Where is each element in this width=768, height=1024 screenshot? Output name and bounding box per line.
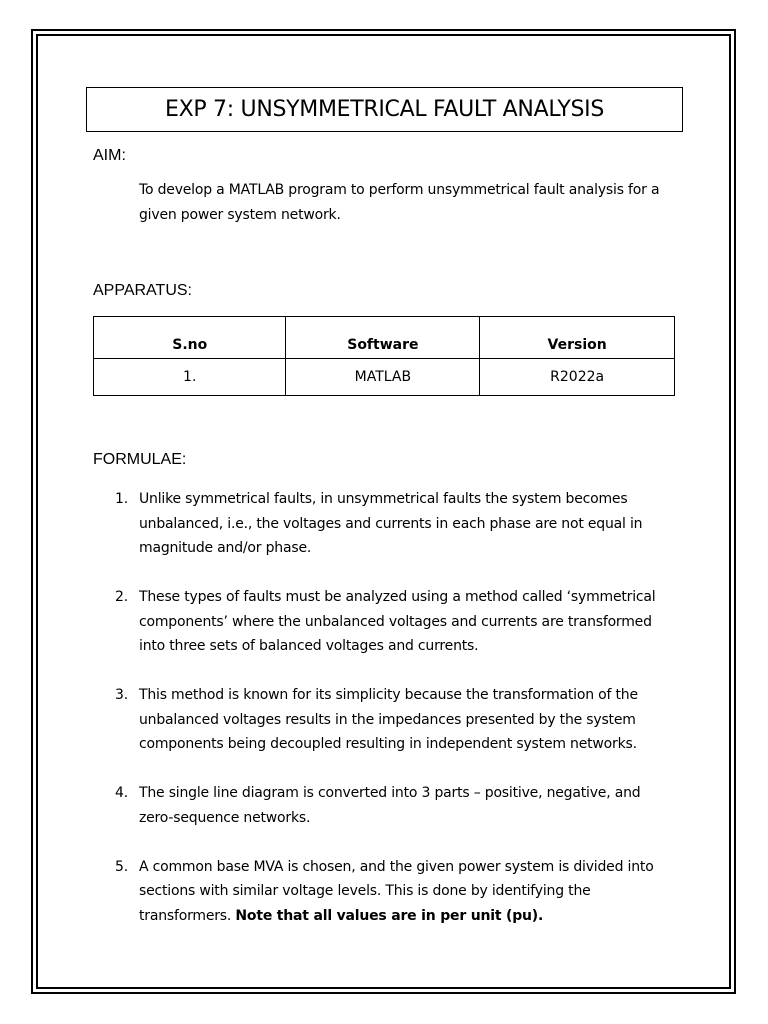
list-item — [0, 487, 768, 561]
list-item-text: The single line diagram is converted into 3 parts – positive, negative, and zero-sequence networks. — [139, 785, 641, 826]
list-item-number: 3. — [115, 687, 128, 703]
formulae-heading: FORMULAE: — [93, 451, 187, 468]
apparatus-table — [93, 316, 675, 396]
table-row — [94, 359, 675, 396]
list-item — [0, 585, 768, 659]
column-header-software: Software — [286, 317, 480, 359]
title-box — [86, 87, 683, 132]
cell-software: MATLAB — [286, 359, 480, 396]
page-title: EXP 7: UNSYMMETRICAL FAULT ANALYSIS — [164, 97, 605, 122]
formulae-list — [0, 487, 768, 953]
aim-heading: AIM: — [93, 147, 126, 164]
list-item-number: 4. — [115, 785, 128, 801]
column-header-version: Version — [480, 317, 675, 359]
list-item — [0, 683, 768, 757]
list-item-text: A common base MVA is chosen, and the given power system is divided into sections with similar voltage levels. This is done by identifying the transformers. — [139, 858, 654, 924]
list-item-number: 1. — [115, 491, 128, 507]
cell-version: R2022a — [480, 359, 675, 396]
list-item-text: This method is known for its simplicity because the transformation of the unbalanced voltages results in the impedances presented by the system components being decoupled resulting in independent system networks. — [139, 687, 638, 752]
table-header-row — [94, 317, 675, 359]
apparatus-heading: APPARATUS: — [93, 282, 192, 299]
list-item-text: These types of faults must be analyzed using a method called ‘symmetrical components’ where the unbalanced voltages and currents are transformed into three sets of balanced voltages and currents. — [139, 589, 656, 654]
list-item-bold-note: Note that all values are in per unit (pu). — [235, 907, 544, 924]
list-item-number: 2. — [115, 589, 128, 605]
aim-text: To develop a MATLAB program to perform unsymmetrical fault analysis for a given power system network. — [139, 182, 660, 223]
list-item-text: Unlike symmetrical faults, in unsymmetrical faults the system becomes unbalanced, i.e., the voltages and currents in each phase are not equal in magnitude and/or phase. — [139, 491, 643, 556]
list-item-number: 5. — [115, 858, 128, 875]
list-item — [0, 781, 768, 830]
cell-sno: 1. — [94, 359, 286, 396]
column-header-sno: S.no — [94, 317, 286, 359]
list-item — [0, 855, 768, 929]
